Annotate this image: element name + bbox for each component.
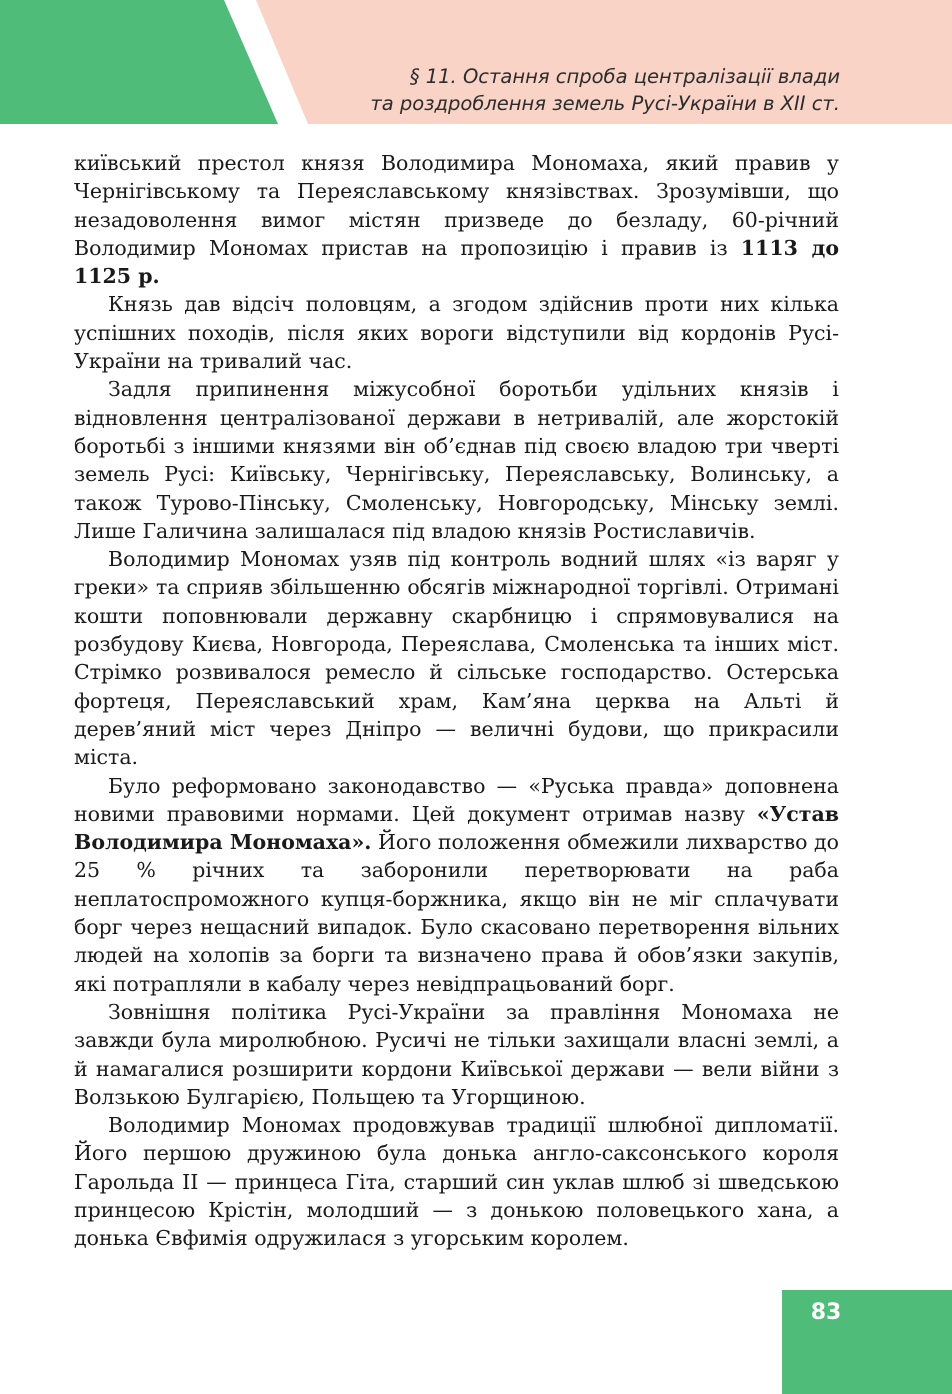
paragraph-7: Володимир Мономах продовжував традиції шлюбної дипломатії. Його першою дружиною була донька англо-саксонського короля Гарольда ІІ — принцеса Гіта, старший син уклав шлюб зі шведською принцесою Крістін, молодший — з донькою половецького хана, а донька Євфимія одружилася з угорським королем.: [74, 1113, 839, 1251]
header-green-band: [0, 0, 278, 124]
paragraph-5-text-before: Було реформовано законодавство — «Руська правда» доповнена новими правовими нормами. Цей документ отримав назву: [74, 773, 839, 826]
page-header: [0, 0, 952, 124]
running-title-line-2: та роздроблення земель Русі-України в ХІІ ст.: [370, 92, 840, 115]
running-title: [370, 63, 840, 117]
main-text: [74, 149, 839, 1253]
page-number: 83: [810, 1300, 842, 1325]
page-number-box: [782, 1290, 952, 1394]
paragraph-5: [74, 772, 839, 998]
paragraph-6: Зовнішня політика Русі-України за правління Мономаха не завжди була миролюбною. Русичі не тільки захищали власні землі, а й намагалися розширити кордони Київської держави — вели війни з Волзькою Булгарією, Польщею та Угорщиною.: [74, 999, 839, 1109]
paragraph-5-text-after: Його положення обмежили лихварство до 25 % річних та заборонили перетворювати на раба неплатоспроможного купця-боржника, якщо він не міг сплачувати борг через нещасний випадок. Було скасовано перетворення вільних людей на холопів за борги та визначено права й обов’язки закупів, які потрапляли в кабалу через невідпрацьований борг.: [74, 830, 839, 996]
running-title-line-1: § 11. Остання спроба централізації влади: [409, 65, 840, 88]
paragraph-1-bold-dates: 1113 до 1125 р.: [74, 235, 839, 289]
paragraph-2: Князь дав відсіч половцям, а згодом здійснив проти них кілька успішних походів, після яких вороги відступили від кордонів Русі-України на тривалий час.: [74, 292, 839, 374]
paragraph-1: [74, 149, 839, 290]
paragraph-5-bold-title: «Устав Володимира Мономаха».: [74, 801, 839, 855]
paragraph-1-text: київський престол князя Володимира Мономаха, який правив у Чернігівському та Переяславському князівствах. Зрозумівши, що незадоволення вимог містян призведе до безладу, 60-річний Володимир Мономах пристав на пропозицію і правив із: [74, 151, 839, 260]
paragraph-3: Задля припинення міжусобної боротьби удільних князів і відновлення централізованої держави в нетривалій, але жорстокій боротьбі з іншими князями він об’єднав під своєю владою три чверті земель Русі: Київську, Чернігівську, Переяславську, Волинську, а також Турово-Пінську, Смоленську, Новгородську, Мінську землі. Лише Галичина залишалася під владою князів Ростиславичів.: [74, 377, 839, 543]
paragraph-4: Володимир Мономах узяв під контроль водний шлях «із варяг у греки» та сприяв збільшенню обсягів міжнародної торгівлі. Отримані кошти поповнювали державну скарбницю і спрямовувалися на розбудову Києва, Новгорода, Переяслава, Смоленська та інших міст. Стрімко розвивалося ремесло й сільське господарство. Остерська фортеця, Переяславський храм, Кам’яна церква на Альті й дерев’яний міст через Дніпро — величні будови, що прикрасили міста.: [74, 547, 839, 770]
